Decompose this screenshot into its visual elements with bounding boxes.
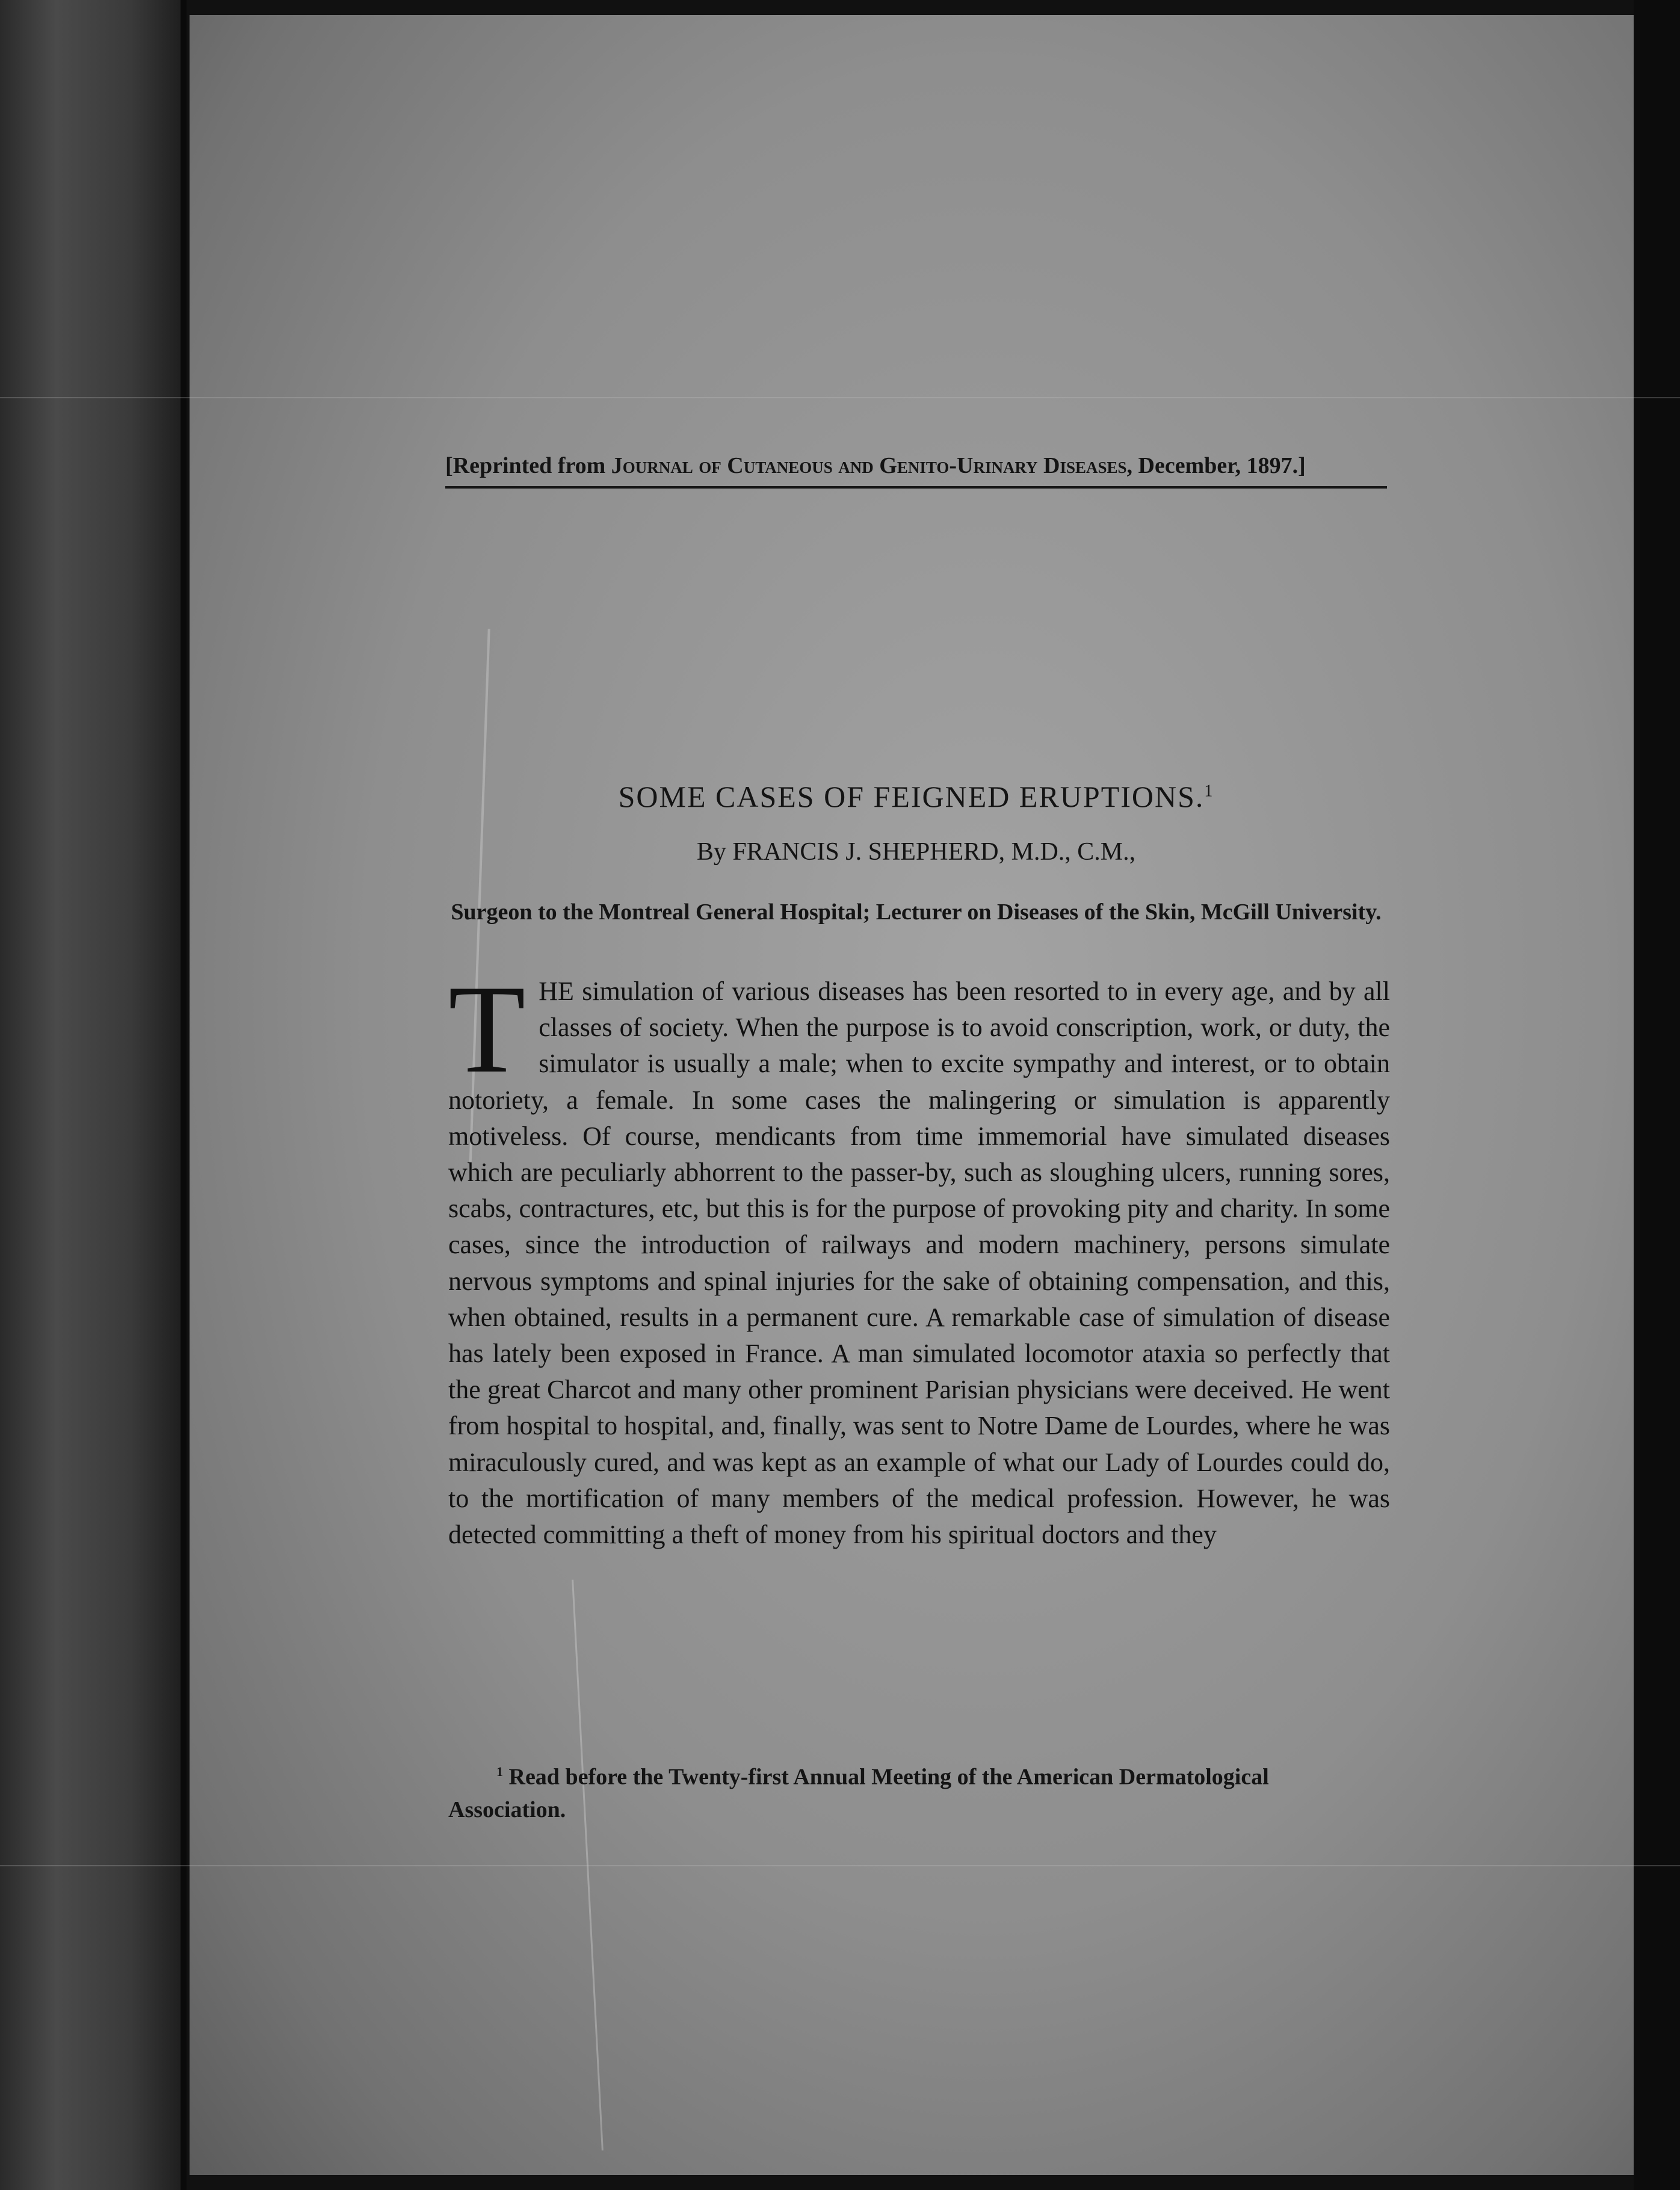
article-body <box>448 960 1390 1553</box>
author-affiliation: Surgeon to the Montreal General Hospital; Lecturer on Diseases of the Skin, McGill University. <box>451 899 1382 925</box>
scan-background-right <box>1634 0 1680 2190</box>
body-paragraph: HE simulation of various diseases has been resorted to in every age, and by all classes of society. When the purpose is to avoid conscription, work, or duty, the simulator is usually a male; when to excite sympathy and interest, or to obtain notoriety, a female. In some cases the malingering or simulation is apparently motiveless. Of course, mendicants from time immemorial have simulated diseases which are peculiarly abhorrent to the passer-by, such as sloughing ulcers, running sores, scabs, contractures, etc, but this is for the purpose of provoking pity and charity. In some cases, since the introduction of railways and modern machinery, persons simulate nervous symptoms and spinal injuries for the sake of obtaining compensation, and this, when obtained, results in a permanent cure. A remarkable case of simulation of disease has lately been exposed in France. A man simulated locomotor ataxia so perfectly that the great Charcot and many other prominent Parisian physicians were deceived. He went from hospital to hospital, and, finally, was sent to Notre Dame de Lourdes, where he was miraculously cured, and was kept as an example of what our Lady of Lourdes could do, to the mortification of many members of the medical profession. However, he was detected committing a theft of money from his spiritual doctors and they <box>448 976 1390 1550</box>
reprint-date: , December, 1897.] <box>1126 453 1306 478</box>
journal-name: Journal of Cutaneous and Genito-Urinary Diseases <box>611 453 1127 478</box>
scan-artifact-line <box>0 397 1680 398</box>
footnote <box>448 1756 1390 1826</box>
article-title-text: SOME CASES OF FEIGNED ERUPTIONS. <box>618 780 1205 813</box>
footnote-mark: 1 <box>496 1764 503 1779</box>
drop-cap: T <box>448 960 526 1099</box>
author-byline: By FRANCIS J. SHEPHERD, M.D., C.M., <box>696 838 1136 866</box>
title-footnote-mark: 1 <box>1204 782 1214 801</box>
header-rule <box>445 486 1387 489</box>
page-spine <box>181 0 187 2190</box>
reprint-notice <box>445 452 1387 479</box>
scan-artifact-line <box>0 1865 1680 1866</box>
article-title <box>445 779 1387 814</box>
reprint-prefix: [Reprinted from <box>445 453 611 478</box>
footnote-text: Read before the Twenty-first Annual Meeting of the American Dermatological Association. <box>448 1764 1269 1822</box>
scan-background-left <box>0 0 187 2190</box>
